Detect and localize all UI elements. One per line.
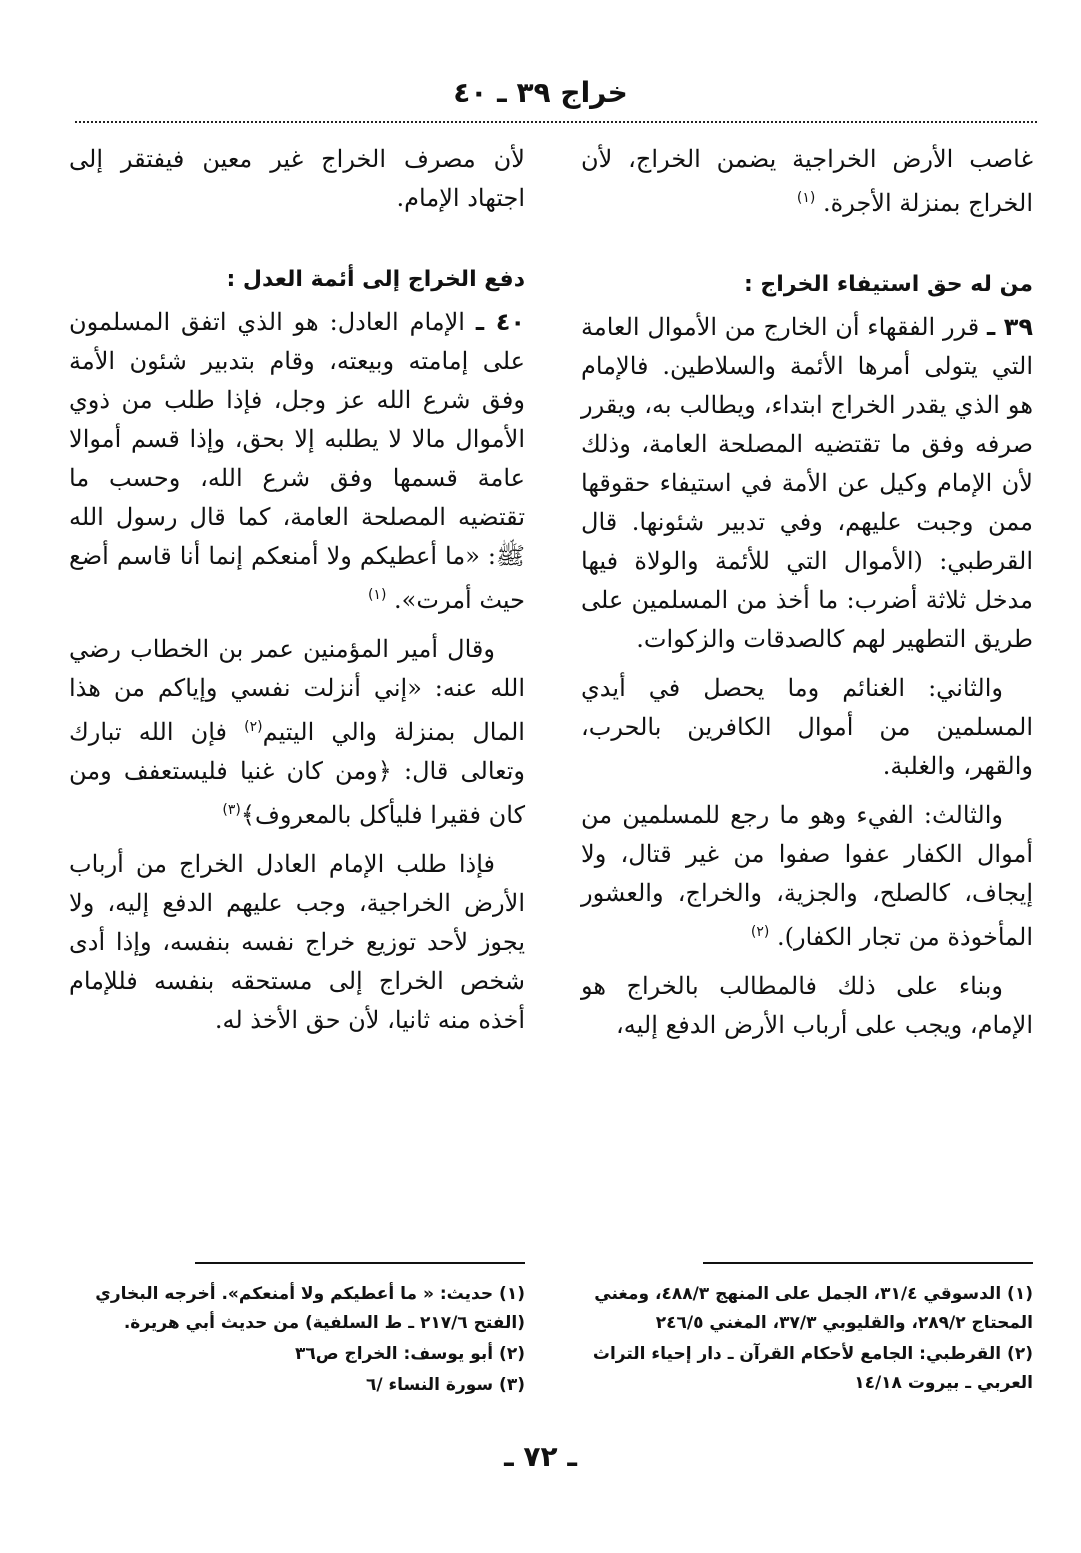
header-dotted-rule [75, 121, 1037, 123]
section-heading-who-collects: من له حق استيفاء الخراج : [743, 272, 1033, 297]
section-heading-just-imams: دفع الخراج إلى أئمة العدل : [226, 267, 525, 292]
footnote-divider [195, 1262, 525, 1264]
footnote-ref: (١) [367, 587, 387, 603]
paragraph-umar-quote [69, 630, 525, 835]
paragraph-second-type: والثاني: الغنائم وما يحصل في أيدي المسلمين من أموال الكافرين بالحرب، والقهر، والغلبة. [581, 674, 1033, 780]
left-column [69, 140, 525, 1050]
footnote-divider [703, 1262, 1033, 1264]
footnote-ref: (١) [796, 190, 816, 206]
footnote-item: (٣) سورة النساء /٦ [365, 1375, 525, 1395]
footnotes-right [581, 1262, 1033, 1400]
left-intro-paragraph: لأن مصرف الخراج غير معين فيفتقر إلى اجتهاد الإمام. [69, 145, 525, 212]
page-number: ـ ٧٢ ـ [504, 1440, 577, 1473]
footnote-item: (١) الدسوقي ٣١/٤، الجمل على المنهج ٤٨٨/٣، ومغني المحتاج ٢٨٩/٢، والقليوبي ٣٧/٣، المغني ٢٤٦/٥ [594, 1284, 1033, 1333]
footnote-ref: (٢) [750, 924, 770, 940]
footnote-item: (٢) القرطبي: الجامع لأحكام القرآن ـ دار إحياء التراث العربي ـ بيروت ١٤/١٨ [592, 1344, 1033, 1393]
paragraph-39-text: قرر الفقهاء أن الخارج من الأموال العامة التي يتولى أمرها الأئمة والسلاطين. فالإمام هو الذي يقدر الخراج ابتداء، ويطالب به، ويقرر صرفه وفق ما تقتضيه المصلحة العامة، وذلك لأن الإمام وكيل عن الأمة في استيفاء حقوقها ممن وجبت عليهم، وفي تدبير شئونها. قال القرطبي: (الأموال التي للأئمة والولاة فيها مدخل ثلاثة أضرب: ما أخذ من المسلمين على طريق التطهير لهم كالصدقات والزكوات. [581, 313, 1033, 653]
footnote-item: (١) حديث: « ما أعطيكم ولا أمنعكم». أخرجه البخاري (الفتح ٢١٧/٦ ـ ط السلفية) من حديث أبي هريرة. [95, 1284, 525, 1333]
paragraph-number: ٤٠ ـ [475, 308, 525, 336]
right-intro-paragraph [581, 140, 1033, 223]
footnote-item: (٢) أبو يوسف: الخراج ص٣٦ [294, 1344, 525, 1364]
running-title: خراج ٣٩ ـ ٤٠ [453, 76, 628, 109]
right-column [581, 140, 1033, 1055]
paragraph-third-type [581, 796, 1033, 957]
footnotes-left [69, 1262, 525, 1402]
paragraph-number: ٣٩ ـ [987, 313, 1033, 341]
right-intro-text: غاصب الأرض الخراجية يضمن الخراج، لأن الخراج بمنزلة الأجرة. [581, 145, 1033, 217]
footnote-ref: (٣) [222, 802, 241, 818]
paragraph-third-text: والثالث: الفيء وهو ما رجع للمسلمين من أموال الكفار عفوا صفوا من غير قتال، ولا إيجاف، كالصلح، والجزية، والخراج، والعشور المأخوذة من تجار الكفار). [581, 801, 1033, 951]
umar-quote-part-1: وقال أمير المؤمنين عمر بن الخطاب رضي الله عنه: «إني أنزلت نفسي وإياكم من هذا المال بمنزلة والي اليتيم [69, 635, 525, 746]
paragraph-conclusion: وبناء على ذلك فالمطالب بالخراج هو الإمام، ويجب على أرباب الأرض الدفع إليه، [581, 972, 1033, 1039]
paragraph-payment-rule: فإذا طلب الإمام العادل الخراج من أرباب الأرض الخراجية، وجب عليهم الدفع إليه، ولا يجوز لأحد توزيع خراج نفسه بنفسه، وإذا أدى شخص الخراج إلى مستحقه بنفسه فللإمام أخذه منه ثانيا، لأن حق الأخذ له. [69, 850, 525, 1034]
umar-quote-part-2: فإن الله تبارك وتعالى قال: ﴿ومن كان غنيا فليستعفف ومن كان فقيرا فليأكل بالمعروف﴾ [69, 718, 525, 829]
paragraph-39 [581, 308, 1033, 659]
paragraph-40-text: الإمام العادل: هو الذي اتفق المسلمون على إمامته وبيعته، وقام بتدبير شئون الأمة وفق شرع الله عز وجل، فإذا طلب من ذوي الأموال مالا لا يطلبه إلا بحق، وإذا قسم أموالا عامة قسمها وفق شرع الله، وحسب ما تقتضيه المصلحة العامة، كما قال رسول الله ﷺ: «ما أعطيكم ولا أمنعكم إنما أنا قاسم أضع حيث أمرت». [69, 308, 525, 614]
paragraph-40 [69, 303, 525, 620]
footnote-ref: (٢) [244, 719, 263, 735]
